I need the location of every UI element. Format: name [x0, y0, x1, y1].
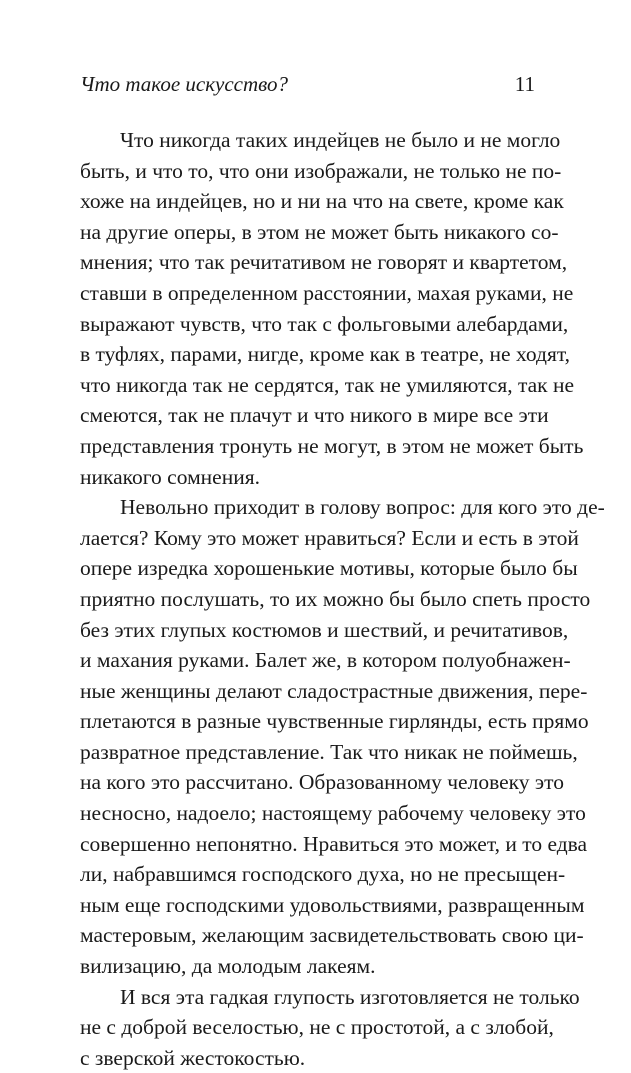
paragraph-1 [80, 125, 584, 492]
text-line: на другие оперы, в этом не может быть никакого со- [80, 219, 559, 244]
text-line: не с доброй веселостью, не с простотой, а с злобой, [80, 1015, 554, 1040]
running-title: Что такое искусство? [80, 72, 289, 96]
text-line: хоже на индейцев, но и ни на что на свете, кроме как [80, 189, 564, 214]
paragraph-3 [80, 982, 580, 1073]
text-line: быть, и что то, что они изображали, не только не по- [80, 158, 562, 183]
body-text [80, 125, 605, 1073]
text-line: мастеровым, желающим засвидетельствовать свою ци- [80, 923, 584, 948]
text-line: вилизацию, да молодым лакеям. [80, 954, 376, 979]
text-line: ные женщины делают сладострастные движения, пере- [80, 678, 588, 703]
text-line: И вся эта гадкая глупость изготовляется не только [120, 984, 580, 1009]
text-line: плетаются в разные чувственные гирлянды, есть прямо [80, 709, 589, 734]
text-line: ставши в определенном расстоянии, махая руками, не [80, 280, 574, 305]
text-line: совершенно непонятно. Нравиться это может, и то едва [80, 831, 588, 856]
text-line: и махания руками. Балет же, в котором полуобнажен- [80, 648, 571, 673]
text-line: опере изредка хорошенькие мотивы, которые было бы [80, 556, 578, 581]
text-line: в туфлях, парами, нигде, кроме как в театре, не ходят, [80, 342, 570, 367]
text-line: выражают чувств, что так с фольговыми алебардами, [80, 311, 569, 336]
text-line: несносно, надоело; настоящему рабочему человеку это [80, 801, 586, 826]
text-line: смеются, так не плачут и что никого в мире все эти [80, 403, 549, 428]
text-line: никакого сомнения. [80, 464, 260, 489]
text-line: с зверской жестокостью. [80, 1045, 306, 1070]
text-line: развратное представление. Так что никак не поймешь, [80, 739, 578, 764]
text-line: лается? Кому это может нравиться? Если и есть в этой [80, 525, 579, 550]
text-line: что никогда так не сердятся, так не умиляются, так не [80, 372, 575, 397]
page-header [80, 72, 535, 102]
text-line: представления тронуть не могут, в этом не может быть [80, 433, 584, 458]
text-line: на кого это рассчитано. Образованному человеку это [80, 770, 565, 795]
text-line: ным еще господскими удовольствиями, развращенным [80, 892, 585, 917]
text-line: мнения; что так речитативом не говорят и квартетом, [80, 250, 568, 275]
text-line: Невольно приходит в голову вопрос: для кого это де- [120, 495, 605, 520]
page-number: 11 [514, 72, 535, 96]
text-line: Что никогда таких индейцев не было и не могло [120, 128, 561, 152]
text-line: без этих глупых костюмов и шествий, и речитативов, [80, 617, 569, 642]
text-line: ли, набравшимся господского духа, но не пресыщен- [80, 862, 566, 887]
paragraph-2 [80, 492, 605, 982]
text-line: приятно послушать, то их можно бы было спеть просто [80, 586, 591, 611]
